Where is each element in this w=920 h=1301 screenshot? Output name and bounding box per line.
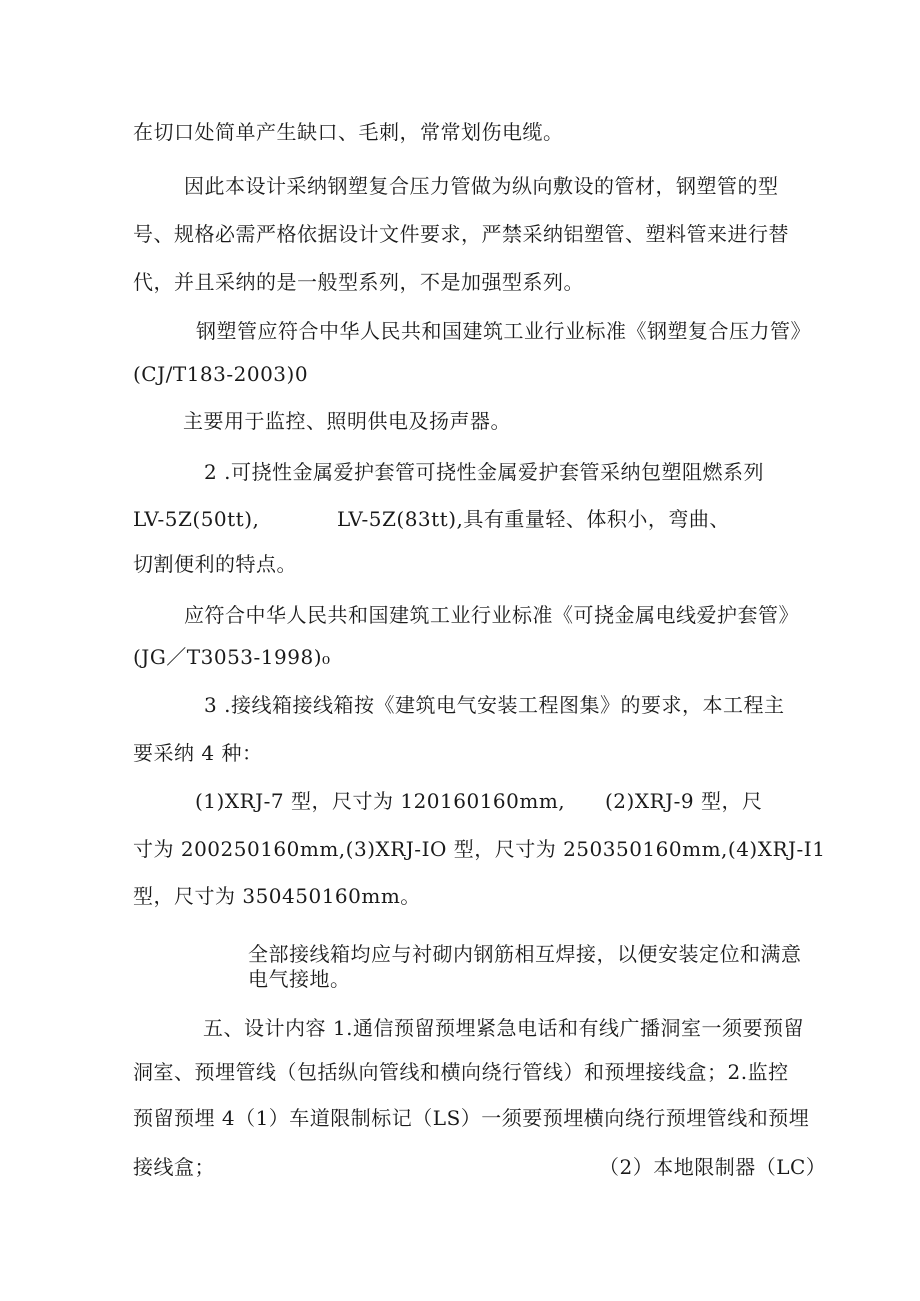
paragraph-line: 代，并且采纳的是一般型系列，不是加强型系列。 xyxy=(133,270,584,294)
paragraph-line: 因此本设计采纳钢塑复合压力管做为纵向敷设的管材，钢塑管的型 xyxy=(184,174,779,198)
paragraph-line: (2)XRJ-9 型，尺 xyxy=(605,789,763,813)
paragraph-line: (1)XRJ-7 型，尺寸为 120160160mm, xyxy=(195,789,566,813)
paragraph-line: 应符合中华人民共和国建筑工业行业标准《可挠金属电线爱护套管》 xyxy=(184,603,799,627)
paragraph-line: 全部接线箱均应与衬砌内钢筋相互焊接，以便安装定位和满意 xyxy=(248,942,802,966)
paragraph-line: 2 .可挠性金属爱护套管可挠性金属爱护套管采纳包塑阻燃系列 xyxy=(204,460,764,484)
paragraph-line: 接线盒； xyxy=(133,1155,215,1179)
paragraph-line: （2）本地限制器（LC） xyxy=(599,1155,827,1179)
paragraph-line: 号、规格必需严格依据设计文件要求，严禁采纳铝塑管、塑料管来进行替 xyxy=(133,222,789,246)
paragraph-line: 在切口处简单产生缺口、毛刺，常常划伤电缆。 xyxy=(133,120,564,144)
paragraph-line: LV-5Z(83tt),具有重量轻、体积小，弯曲、 xyxy=(337,507,730,531)
paragraph-line: 洞室、预埋管线（包括纵向管线和横向绕行管线）和预埋接线盒；2.监控 xyxy=(133,1060,789,1084)
paragraph-line: 主要用于监控、照明供电及扬声器。 xyxy=(183,409,511,433)
paragraph-line: 型，尺寸为 350450160mm。 xyxy=(133,884,421,908)
paragraph-line: 预留预埋 4（1）车道限制标记（LS）一须要预埋横向绕行预埋管线和预埋 xyxy=(133,1106,810,1130)
paragraph-line: (JG／T3053-1998)₀ xyxy=(133,645,331,669)
paragraph-line: 3 .接线箱接线箱按《建筑电气安装工程图集》的要求，本工程主 xyxy=(204,693,785,717)
paragraph-line: 切割便利的特点。 xyxy=(133,552,297,576)
paragraph-line: LV-5Z(50tt), xyxy=(133,507,260,531)
paragraph-line: 电气接地。 xyxy=(248,967,351,991)
paragraph-line: 要采纳 4 种： xyxy=(133,741,263,765)
paragraph-line: 五、设计内容 1.通信预留预埋紧急电话和有线广播洞室一须要预留 xyxy=(203,1016,804,1040)
paragraph-line: 寸为 200250160mm,(3)XRJ-IO 型，尺寸为 250350160mm,(4)XRJ-I1 xyxy=(133,837,826,861)
paragraph-line: 钢塑管应符合中华人民共和国建筑工业行业标准《钢塑复合压力管》 xyxy=(196,319,811,343)
paragraph-line: (CJ/T183-2003)0 xyxy=(133,362,309,386)
